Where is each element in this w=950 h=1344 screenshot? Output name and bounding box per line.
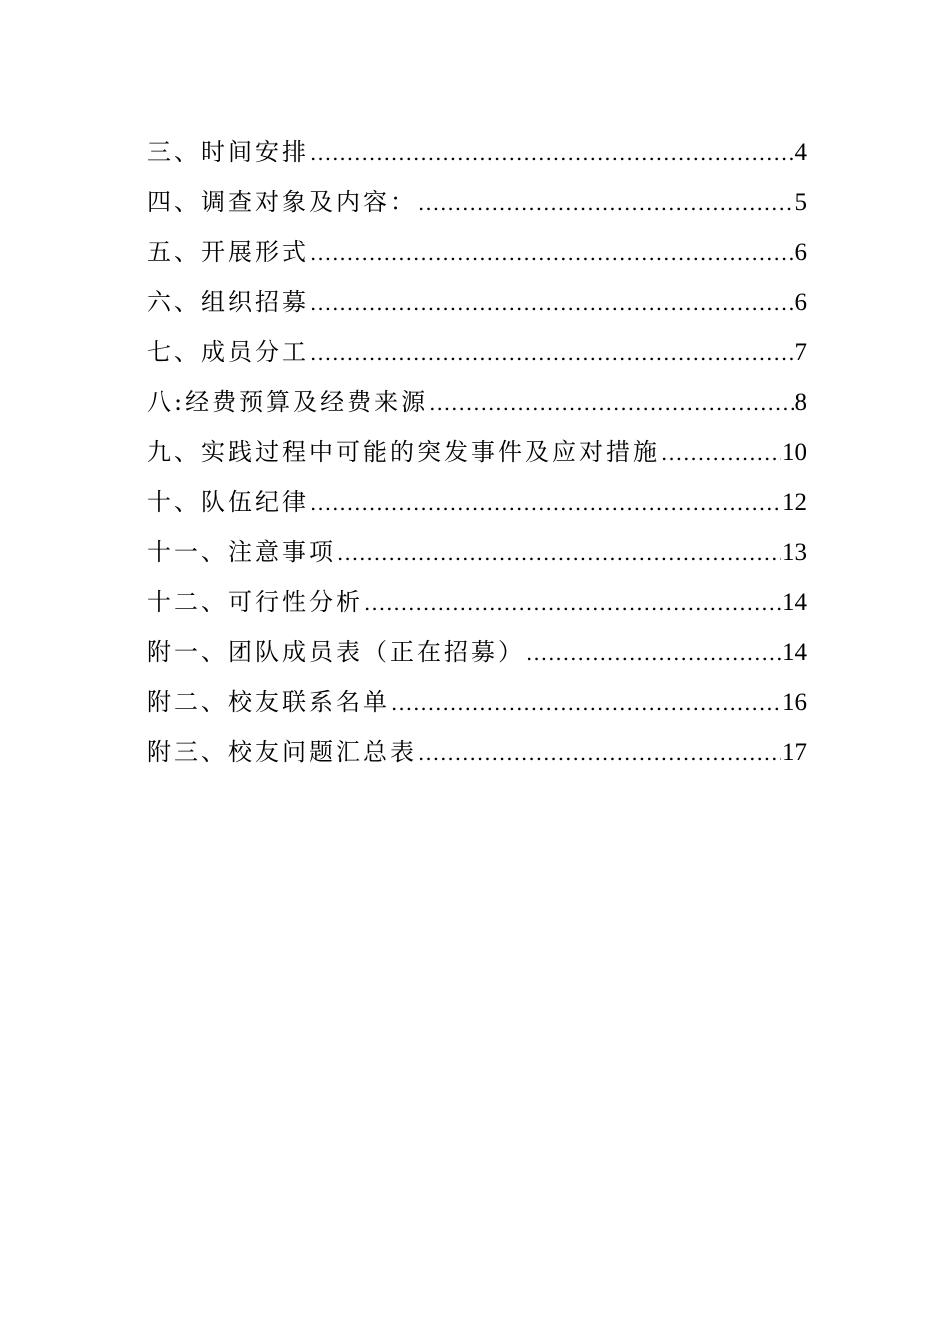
toc-entry-title: 附二、校友联系名单 xyxy=(147,688,390,716)
toc-entry-page: 17 xyxy=(782,739,807,766)
toc-entry-page: 13 xyxy=(782,539,807,566)
toc-leader-dots xyxy=(310,278,794,328)
toc-leader-dots xyxy=(661,428,781,478)
toc-entry-page: 12 xyxy=(782,489,807,516)
toc-leader-dots xyxy=(310,228,794,278)
toc-entry[interactable] xyxy=(147,327,807,377)
toc-entry-title: 九、实践过程中可能的突发事件及应对措施 xyxy=(147,438,660,466)
toc-entry[interactable] xyxy=(147,127,807,177)
toc-entry-page: 7 xyxy=(794,339,807,366)
toc-leader-dots xyxy=(391,678,781,728)
toc-entry-title: 十、队伍纪律 xyxy=(147,488,309,516)
toc-entry[interactable] xyxy=(147,727,807,777)
toc-entry[interactable] xyxy=(147,577,807,627)
toc-entry-title: 四、调查对象及内容： xyxy=(147,188,417,216)
toc-entry-page: 14 xyxy=(782,589,807,616)
toc-entry[interactable] xyxy=(147,177,807,227)
toc-leader-dots xyxy=(418,178,794,228)
toc-entry-title: 十一、注意事项 xyxy=(147,538,336,566)
toc-entry[interactable] xyxy=(147,527,807,577)
toc-entry-title: 附三、校友问题汇总表 xyxy=(147,738,417,766)
toc-leader-dots xyxy=(310,478,781,528)
toc-leader-dots xyxy=(429,378,793,428)
toc-entry-title: 三、时间安排 xyxy=(147,138,309,166)
toc-entry-page: 6 xyxy=(794,289,807,316)
toc-entry[interactable] xyxy=(147,627,807,677)
toc-leader-dots xyxy=(310,128,794,178)
toc-leader-dots xyxy=(526,628,781,678)
toc-leader-dots xyxy=(310,328,794,378)
toc-entry[interactable] xyxy=(147,427,807,477)
toc-entry[interactable] xyxy=(147,277,807,327)
toc-entry-title: 六、组织招募 xyxy=(147,288,309,316)
toc-entry-title: 五、开展形式 xyxy=(147,238,309,266)
toc-entry-page: 14 xyxy=(782,639,807,666)
toc-entry[interactable] xyxy=(147,227,807,277)
toc-entry-page: 10 xyxy=(782,439,807,466)
toc-entry-title: 七、成员分工 xyxy=(147,338,309,366)
toc-entry[interactable] xyxy=(147,377,807,427)
toc-entry-page: 16 xyxy=(782,689,807,716)
toc-entry[interactable] xyxy=(147,477,807,527)
toc-leader-dots xyxy=(364,578,781,628)
toc-entry-page: 6 xyxy=(794,239,807,266)
toc-entry-page: 4 xyxy=(794,139,807,166)
toc-entry-page: 5 xyxy=(794,189,807,216)
toc-entry-title: 八:经费预算及经费来源 xyxy=(147,388,429,416)
table-of-contents xyxy=(147,127,807,777)
toc-leader-dots xyxy=(418,728,781,778)
toc-entry[interactable] xyxy=(147,677,807,727)
toc-entry-page: 8 xyxy=(794,389,807,416)
toc-entry-title: 附一、团队成员表（正在招募） xyxy=(147,638,525,666)
toc-entry-title: 十二、可行性分析 xyxy=(147,588,363,616)
toc-leader-dots xyxy=(337,528,781,578)
